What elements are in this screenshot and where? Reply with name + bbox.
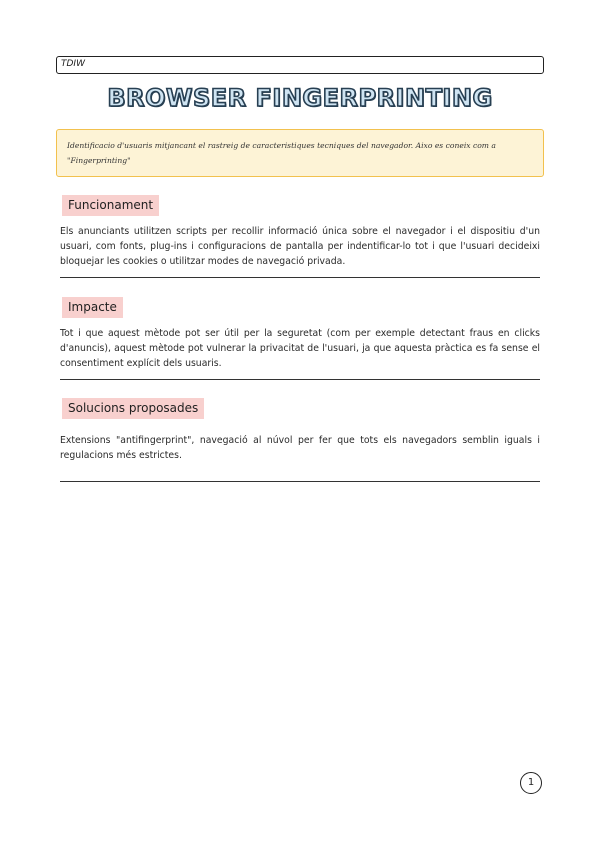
definition-callout bbox=[56, 129, 544, 177]
page-title: BROWSER FINGERPRINTING bbox=[107, 84, 493, 112]
page-number-badge bbox=[520, 772, 542, 794]
section-divider bbox=[60, 481, 540, 482]
page-number: 1 bbox=[527, 777, 535, 788]
section-text-funcionament: Els anunciants utilitzen scripts per recollir informació única sobre el navegador i el dispositiu d'un usuari, com fonts, plug-ins i configuracions de pantalla per indentificar-lo tot i que l'usuari decideixi bloquejar les cookies o utilitzar modes de navegació privada. bbox=[60, 226, 540, 267]
section-text-impacte: Tot i que aquest mètode pot ser útil per la seguretat (com per exemple detectant fraus en clicks d'anuncis), aquest mètode pot vulnerar la privacitat de l'usuari, ja que aquesta pràctica es fa sense el consentiment explícit dels usuaris. bbox=[60, 328, 540, 369]
header-label: TDIW bbox=[61, 59, 85, 69]
section-text-solucions: Extensions "antifingerprint", navegació al núvol per fer que tots els navegadors semblin iguals i regulacions més estrictes. bbox=[60, 435, 540, 461]
section-divider bbox=[60, 277, 540, 278]
callout-text: Identificacio d'usuaris mitjancant el rastreig de caracteristiques tecniques del navegador. Aixo es coneix com a "Fingerprinting" bbox=[67, 141, 496, 165]
header-box bbox=[56, 56, 544, 74]
section-label-impacte: Impacte bbox=[62, 297, 123, 318]
section-divider bbox=[60, 379, 540, 380]
section-label-funcionament: Funcionament bbox=[62, 195, 159, 216]
section-label-solucions: Solucions proposades bbox=[62, 398, 204, 419]
